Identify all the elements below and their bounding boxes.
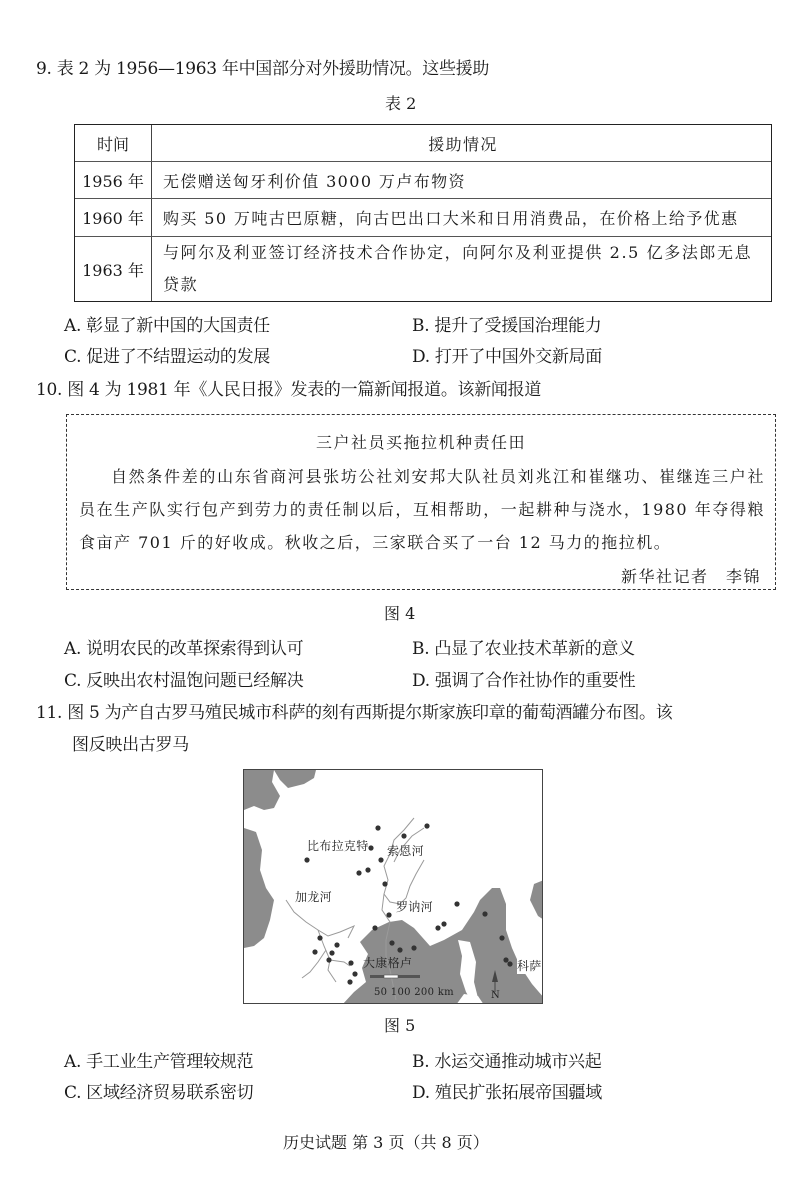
news-body: 自然条件差的山东省商河县张坊公社刘安邦大队社员刘兆江和崔继功、崔继连三户社员在生产队实行包产到劳力的责任制以后，互相帮助，一起耕种与浇水，1980 年夺得粮食亩产 701 斤的好收成。秋收之后，三家联合买了一台 12 马力的拖拉机。 xyxy=(79,467,765,552)
saone-river xyxy=(384,818,424,904)
find-dot xyxy=(499,935,504,940)
find-dot xyxy=(356,870,361,875)
question-11-stem-line2: 图反映出古罗马 xyxy=(72,735,189,755)
find-dot xyxy=(329,950,334,955)
q10-option-a[interactable]: A. 说明农民的改革探索得到认可 xyxy=(64,639,304,659)
find-dot xyxy=(312,949,317,954)
find-dot xyxy=(372,925,377,930)
find-dot xyxy=(435,925,440,930)
find-dot xyxy=(482,911,487,916)
q11-option-d[interactable]: D. 殖民扩张拓展帝国疆域 xyxy=(412,1083,602,1103)
header-aid: 援助情况 xyxy=(428,134,498,154)
north-label: N xyxy=(491,990,501,1001)
table-header-row xyxy=(75,125,771,162)
find-dot xyxy=(304,857,309,862)
sea-northwest xyxy=(244,770,280,810)
row-detail: 购买 50 万吨古巴原糖，向古巴出口大米和日用消费品，在价格上给予优惠 xyxy=(163,209,739,228)
table-row xyxy=(75,237,771,301)
row-year: 1960 年 xyxy=(75,199,152,236)
row-detail: 无偿赠送匈牙利价值 3000 万卢布物资 xyxy=(163,171,466,191)
q11-option-a[interactable]: A. 手工业生产管理较规范 xyxy=(64,1052,254,1072)
label-saone-river: 索恩河 xyxy=(387,844,424,858)
find-dot xyxy=(365,867,370,872)
scale-segment xyxy=(384,975,398,978)
row-year: 1956 年 xyxy=(75,162,152,198)
question-9-stem: 9. 表 2 为 1956—1963 年中国部分对外援助情况。这些援助 xyxy=(36,59,490,79)
q10-option-d[interactable]: D. 强调了合作社协作的重要性 xyxy=(412,671,636,691)
aid-table xyxy=(74,124,772,302)
find-dot xyxy=(503,957,508,962)
figure-4-caption: 图 4 xyxy=(384,604,416,623)
find-dot xyxy=(441,921,446,926)
find-dot xyxy=(348,960,353,965)
figure-5-caption: 图 5 xyxy=(384,1016,416,1035)
q9-option-c[interactable]: C. 促进了不结盟运动的发展 xyxy=(64,347,271,367)
find-dot xyxy=(389,940,394,945)
question-11-stem-line1: 11. 图 5 为产自古罗马殖民城市科萨的刻有西斯提尔斯家族印章的葡萄酒罐分布图。该 xyxy=(36,703,673,723)
scale-segment xyxy=(370,975,384,978)
label-gulf: 大康格卢 xyxy=(363,956,413,970)
scale-label: 50 100 200 km xyxy=(374,987,454,998)
label-bibracte: 比布拉克特 xyxy=(307,839,369,853)
sea-east xyxy=(530,880,543,920)
header-time: 时间 xyxy=(75,125,152,161)
find-dot xyxy=(507,961,512,966)
row-detail: 与阿尔及利亚签订经济技术合作协定，向阿尔及利亚提供 2.5 亿多法郎无息贷款 xyxy=(163,243,753,294)
label-rhone-river: 罗讷河 xyxy=(396,900,433,914)
find-dot xyxy=(386,912,391,917)
sea-atlantic xyxy=(244,828,274,948)
find-dot xyxy=(375,825,380,830)
q9-option-b[interactable]: B. 提升了受援国治理能力 xyxy=(412,316,602,336)
find-dot xyxy=(382,881,387,886)
row-year: 1963 年 xyxy=(75,237,152,301)
sea-north xyxy=(274,770,316,788)
question-10-stem: 10. 图 4 为 1981 年《人民日报》发表的一篇新闻报道。该新闻报道 xyxy=(36,380,542,400)
find-dot xyxy=(411,945,416,950)
q10-option-b[interactable]: B. 凸显了农业技术革新的意义 xyxy=(412,639,635,659)
q9-option-d[interactable]: D. 打开了中国外交新局面 xyxy=(412,347,602,367)
amphora-distribution-map xyxy=(243,769,543,1004)
label-garonne-river: 加龙河 xyxy=(295,890,332,904)
find-dot xyxy=(326,957,331,962)
find-dot xyxy=(334,942,339,947)
q11-option-b[interactable]: B. 水运交通推动城市兴起 xyxy=(412,1052,602,1072)
label-cosa: 科萨 xyxy=(517,959,542,973)
find-dot xyxy=(378,857,383,862)
find-dot xyxy=(454,901,459,906)
news-title: 三户社员买拖拉机种责任田 xyxy=(315,433,526,452)
scale-segment xyxy=(398,975,420,978)
find-dot xyxy=(397,947,402,952)
scale-bar xyxy=(370,975,420,978)
q9-option-a[interactable]: A. 彰显了新中国的大国责任 xyxy=(64,316,270,336)
q10-option-c[interactable]: C. 反映出农村温饱问题已经解决 xyxy=(64,671,304,691)
find-dot xyxy=(352,971,357,976)
garonne-branch2 xyxy=(330,960,350,966)
find-dot xyxy=(368,845,373,850)
q11-option-c[interactable]: C. 区域经济贸易联系密切 xyxy=(64,1083,254,1103)
news-report-box xyxy=(66,414,776,590)
table-row xyxy=(75,199,771,237)
table-2-caption: 表 2 xyxy=(385,94,417,113)
find-dot xyxy=(317,935,322,940)
find-dot xyxy=(347,979,352,984)
page-footer: 历史试题 第 3 页（共 8 页） xyxy=(283,1133,489,1152)
garonne-river xyxy=(286,900,354,938)
table-row xyxy=(75,162,771,199)
news-byline: 新华社记者 李锦 xyxy=(620,567,761,586)
find-dot xyxy=(401,833,406,838)
find-dot xyxy=(424,823,429,828)
